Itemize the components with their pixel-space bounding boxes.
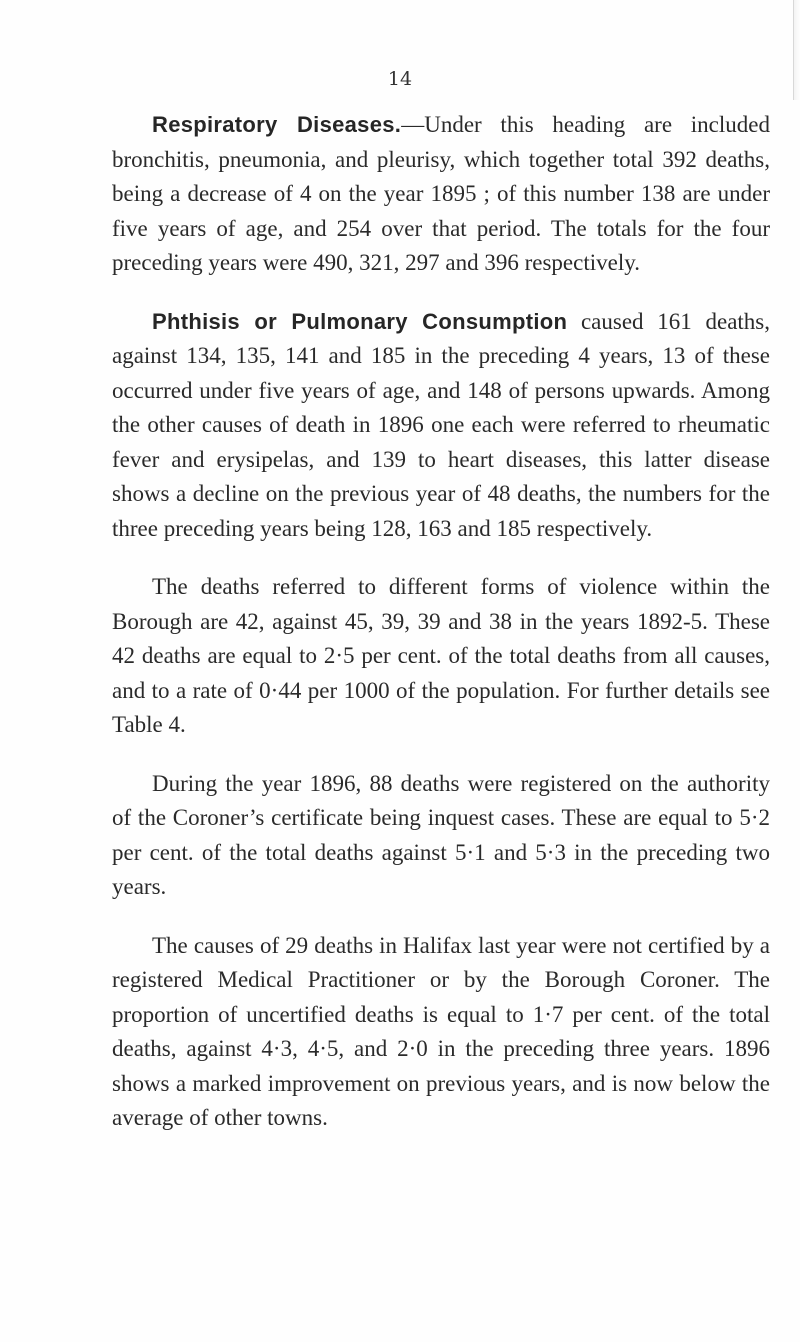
paragraph-text: caused 161 deaths, against 134, 135, 141 and 185 in the preceding 4 years, 13 of these occurred under five years of age, and 148 of persons upwards. Among the other causes of death in 1896 one each were referred to rheumatic fever and erysipelas, and 139 to heart diseases, this latter disease shows a decline on the previous year of 48 deaths, the numbers for the three preceding years being 128, 163 and 185 respectively. [112,308,770,541]
paragraph-respiratory-diseases [112,108,770,281]
paragraph-text: During the year 1896, 88 deaths were registered on the authority of the Coroner’s certificate being inquest cases. These are equal to 5·2 per cent. of the total deaths against 5·1 and 5·3 in the preceding two years. [112,770,770,899]
heading-respiratory-diseases: Respiratory Diseases. [152,112,402,137]
heading-phthisis: Phthisis or Pulmonary Consumption [152,308,568,334]
paragraph-text: The deaths referred to different forms of violence within the Borough are 42, against 45, 39, 39 and 38 in the years 1892-5. These 42 deaths are equal to 2·5 per cent. of the total deaths from all causes, and to a rate of 0·44 per 1000 of the population. For further details see Table 4. [112,574,770,737]
paragraph-text: —Under this heading are included bronchitis, pneumonia, and pleurisy, which together total 392 deaths, being a decrease of 4 on the year 1895 ; of this number 138 are under five years of age, and 254 over that period. The totals for the four preceding years were 490, 321, 297 and 396 respectively. [112,112,770,275]
page-number: 14 [387,68,413,90]
paragraph-coroner [112,767,770,905]
paragraph-phthisis [112,305,770,547]
paragraph-text: The causes of 29 deaths in Halifax last year were not certified by a registered Medical Practitioner or by the Borough Coroner. The proportion of uncertified deaths is equal to 1·7 per cent. of the total deaths, against 4·3, 4·5, and 2·0 in the preceding three years. 1896 shows a marked improvement on previous years, and is now below the average of other towns. [112,932,770,1130]
body-text [112,108,770,1160]
paragraph-violence [112,570,770,743]
paragraph-uncertified [112,929,770,1136]
